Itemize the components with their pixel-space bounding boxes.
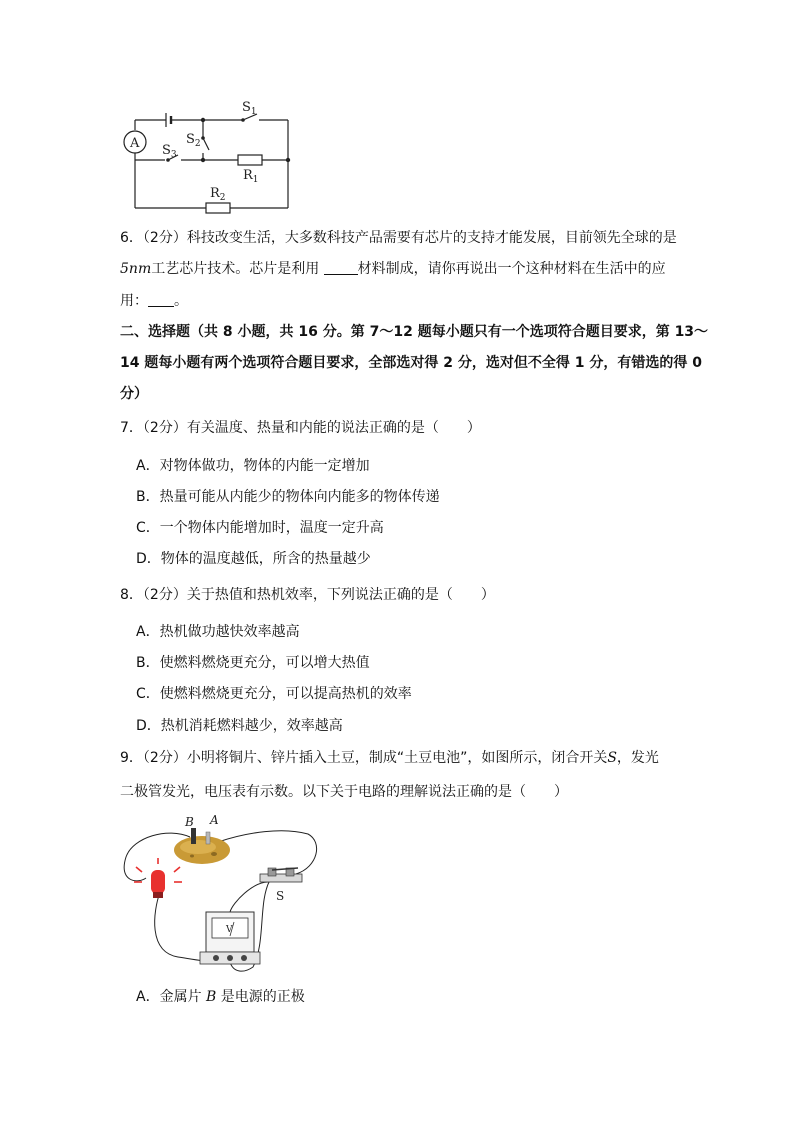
q8-option-d: D．热机消耗燃料越少，效率越高 (136, 718, 343, 734)
q6-num: 5 (120, 261, 129, 277)
q6-unit: nm (128, 261, 152, 277)
q7-option-b: B．热量可能从内能少的物体向内能多的物体传递 (136, 489, 440, 505)
q8-stem: 8．（2分）关于热值和热机效率，下列说法正确的是（ ） (120, 587, 495, 603)
label-a: A (210, 813, 219, 827)
q7-option-a: A．对物体做功，物体的内能一定增加 (136, 458, 370, 474)
q9-switch-symbol: S (607, 750, 617, 766)
q6-line-1: 6．（2分）科技改变生活，大多数科技产品需要有芯片的支持才能发展，目前领先全球的是 (120, 230, 677, 246)
section-2-line-3: 分） (120, 386, 148, 402)
label-s: S (276, 889, 285, 903)
q7-option-d: D．物体的温度越低，所含的热量越少 (136, 551, 371, 567)
led-icon (134, 858, 182, 898)
metal-plate-b (191, 828, 196, 844)
q6-line-2: 5nm工艺芯片技术。芯片是利用 材料制成，请你再说出一个这种材料在生活中的应 (120, 261, 666, 277)
q7-stem: 7．（2分）有关温度、热量和内能的说法正确的是（ ） (120, 420, 481, 436)
q8-option-b: B．使燃料燃烧更充分，可以增大热值 (136, 655, 370, 671)
svg-text:S1: $S_1$ (242, 100, 257, 117)
section-2-line-1: 二、选择题（共 8 小题，共 16 分。第 7～12 题每小题只有一个选项符合题目要求，第 13～ (120, 324, 709, 340)
q9-line-1: 9．（2分）小明将铜片、锌片插入土豆，制成“土豆电池”，如图所示，闭合开关S，发光 (120, 750, 659, 766)
switch-icon (260, 868, 302, 882)
svg-text:R2: $R_2$ (210, 186, 226, 203)
q9-option-a: A．金属片 B 是电源的正极 (136, 989, 305, 1005)
q6-blank-2 (148, 292, 174, 307)
label-b: B (185, 815, 194, 829)
ammeter-label: A (130, 136, 140, 151)
q9-line-2: 二极管发光，电压表有示数。以下关于电路的理解说法正确的是（ ） (120, 784, 568, 800)
svg-text:S3: $S_3$ (162, 143, 177, 160)
q6-blank-1 (324, 260, 358, 275)
q6-line-3: 用： 。 (120, 293, 188, 309)
potato-battery-figure (118, 812, 328, 980)
circuit-diagram (118, 98, 304, 220)
q8-option-a: A．热机做功越快效率越高 (136, 624, 300, 640)
metal-plate-a (206, 832, 210, 844)
voltmeter-icon (200, 912, 260, 964)
section-2-line-2: 14 题每小题有两个选项符合题目要求，全部选对得 2 分，选对但不全得 1 分，有错选的得 0 (120, 355, 702, 371)
q8-option-c: C．使燃料燃烧更充分，可以提高热机的效率 (136, 686, 412, 702)
svg-text:R1: $R_1$ (243, 168, 259, 185)
q7-option-c: C．一个物体内能增加时，温度一定升高 (136, 520, 384, 536)
label-v: V (226, 925, 233, 935)
svg-text:S2: $S_2$ (186, 132, 201, 149)
